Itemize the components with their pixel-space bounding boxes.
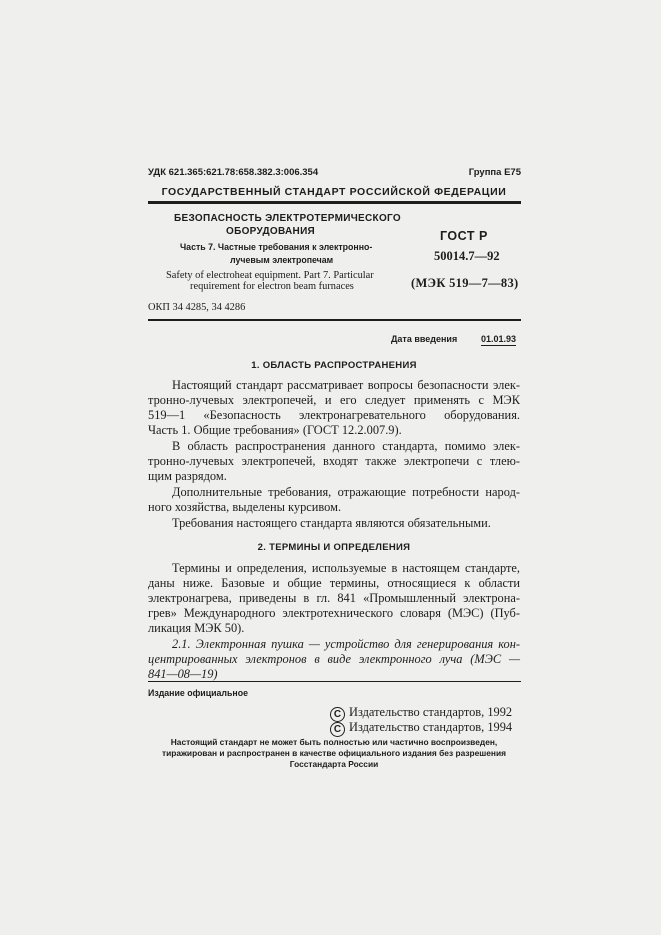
english-title-line1: Safety of electroheat equipment. Part 7. Particular (166, 270, 374, 281)
title-rule (148, 319, 521, 321)
group-code: Группа Е75 (468, 167, 521, 178)
text-line: 841—08—19) (148, 667, 218, 681)
section2-paragraph2 (148, 637, 520, 682)
text-line: электронагрева, приведены в гл. 841 «Промышленный электрона- (148, 591, 520, 605)
text-line: щим разрядом. (148, 469, 227, 483)
header-rule (148, 201, 521, 204)
introduction-date-value: 01.01.93 (481, 334, 517, 344)
copyright-1994-text: Издательство стандартов, 1994 (349, 720, 513, 734)
text-line: ного хозяйства, выделены курсивом. (148, 500, 342, 514)
text-line: тронно-лучевых электропечей, и его следует применять с МЭК (148, 393, 520, 407)
text-line: Термины и определения, используемые в настоящем стандарте, (172, 561, 520, 575)
state-standard-heading: ГОСУДАРСТВЕННЫЙ СТАНДАРТ РОССИЙСКОЙ ФЕДЕРАЦИИ (161, 186, 507, 198)
notice-line: тиражирован и распространен в качестве официального издания без разрешения (161, 748, 507, 758)
section1-paragraph4 (148, 516, 520, 531)
text-line: В область распространения данного стандарта, помимо элек- (172, 439, 520, 453)
iec-reference: (МЭК 519—7—83) (411, 276, 519, 290)
text-line: Настоящий стандарт рассматривает вопросы безопасности элек- (172, 378, 520, 392)
text-line: тронно-лучевых электропечей, входят также электропечи с тлею- (148, 454, 520, 468)
section1-heading: 1. ОБЛАСТЬ РАСПРОСТРАНЕНИЯ (251, 360, 417, 371)
section2-paragraph1 (148, 561, 520, 636)
gost-number: 50014.7—92 (434, 249, 500, 263)
copyright-1992-text: Издательство стандартов, 1992 (349, 705, 513, 719)
text-line: 2.1. Электронная пушка — устройство для генерирования кон- (172, 637, 520, 651)
introduction-date-label: Дата введения (391, 334, 458, 344)
official-edition-label: Издание официальное (148, 688, 248, 698)
copyright-icon: C (330, 707, 345, 722)
section1-paragraph3 (148, 485, 520, 515)
copyright-icon: C (330, 722, 345, 737)
text-line: 519—1 «Безопасность электронагревательного оборудования. (148, 408, 520, 422)
english-title-line2: requirement for electron beam furnaces (190, 281, 354, 292)
copyright-1994 (330, 720, 512, 737)
notice-line: Настоящий стандарт не может быть полностью или частично воспроизведен, (170, 737, 498, 747)
section1-paragraph1 (148, 378, 520, 438)
standard-subtitle-line2: лучевым электропечам (230, 255, 334, 265)
section1-paragraph2 (148, 439, 520, 484)
text-line: Требования настоящего стандарта являются обязательными. (172, 516, 491, 530)
standard-subtitle-line1: Часть 7. Частные требования к электронно- (180, 242, 373, 252)
gost-label: ГОСТ Р (440, 229, 488, 243)
standard-title-line2: ОБОРУДОВАНИЯ (226, 226, 316, 237)
reproduction-notice (148, 737, 520, 770)
text-line: ликация МЭК 50). (148, 621, 245, 635)
notice-line: Госстандарта России (289, 759, 379, 769)
udc-code: УДК 621.365:621.78:658.382.3:006.354 (148, 167, 319, 178)
text-line: Дополнительные требования, отражающие потребности народ- (172, 485, 520, 499)
section2-heading: 2. ТЕРМИНЫ И ОПРЕДЕЛЕНИЯ (257, 542, 411, 553)
standard-title-line1: БЕЗОПАСНОСТЬ ЭЛЕКТРОТЕРМИЧЕСКОГО (174, 213, 401, 224)
text-line: даны ниже. Базовые и общие термины, относящиеся к области (148, 576, 520, 590)
text-line: центрированных электронов в виде электронного луча (МЭС — (148, 652, 520, 666)
okp-code: ОКП 34 4285, 34 4286 (148, 302, 246, 313)
text-line: Часть 1. Общие требования» (ГОСТ 12.2.007.9). (148, 423, 402, 437)
footer-rule (148, 681, 521, 682)
text-line: грев» Международного электротехнического словаря (МЭС) (Пуб- (148, 606, 520, 620)
